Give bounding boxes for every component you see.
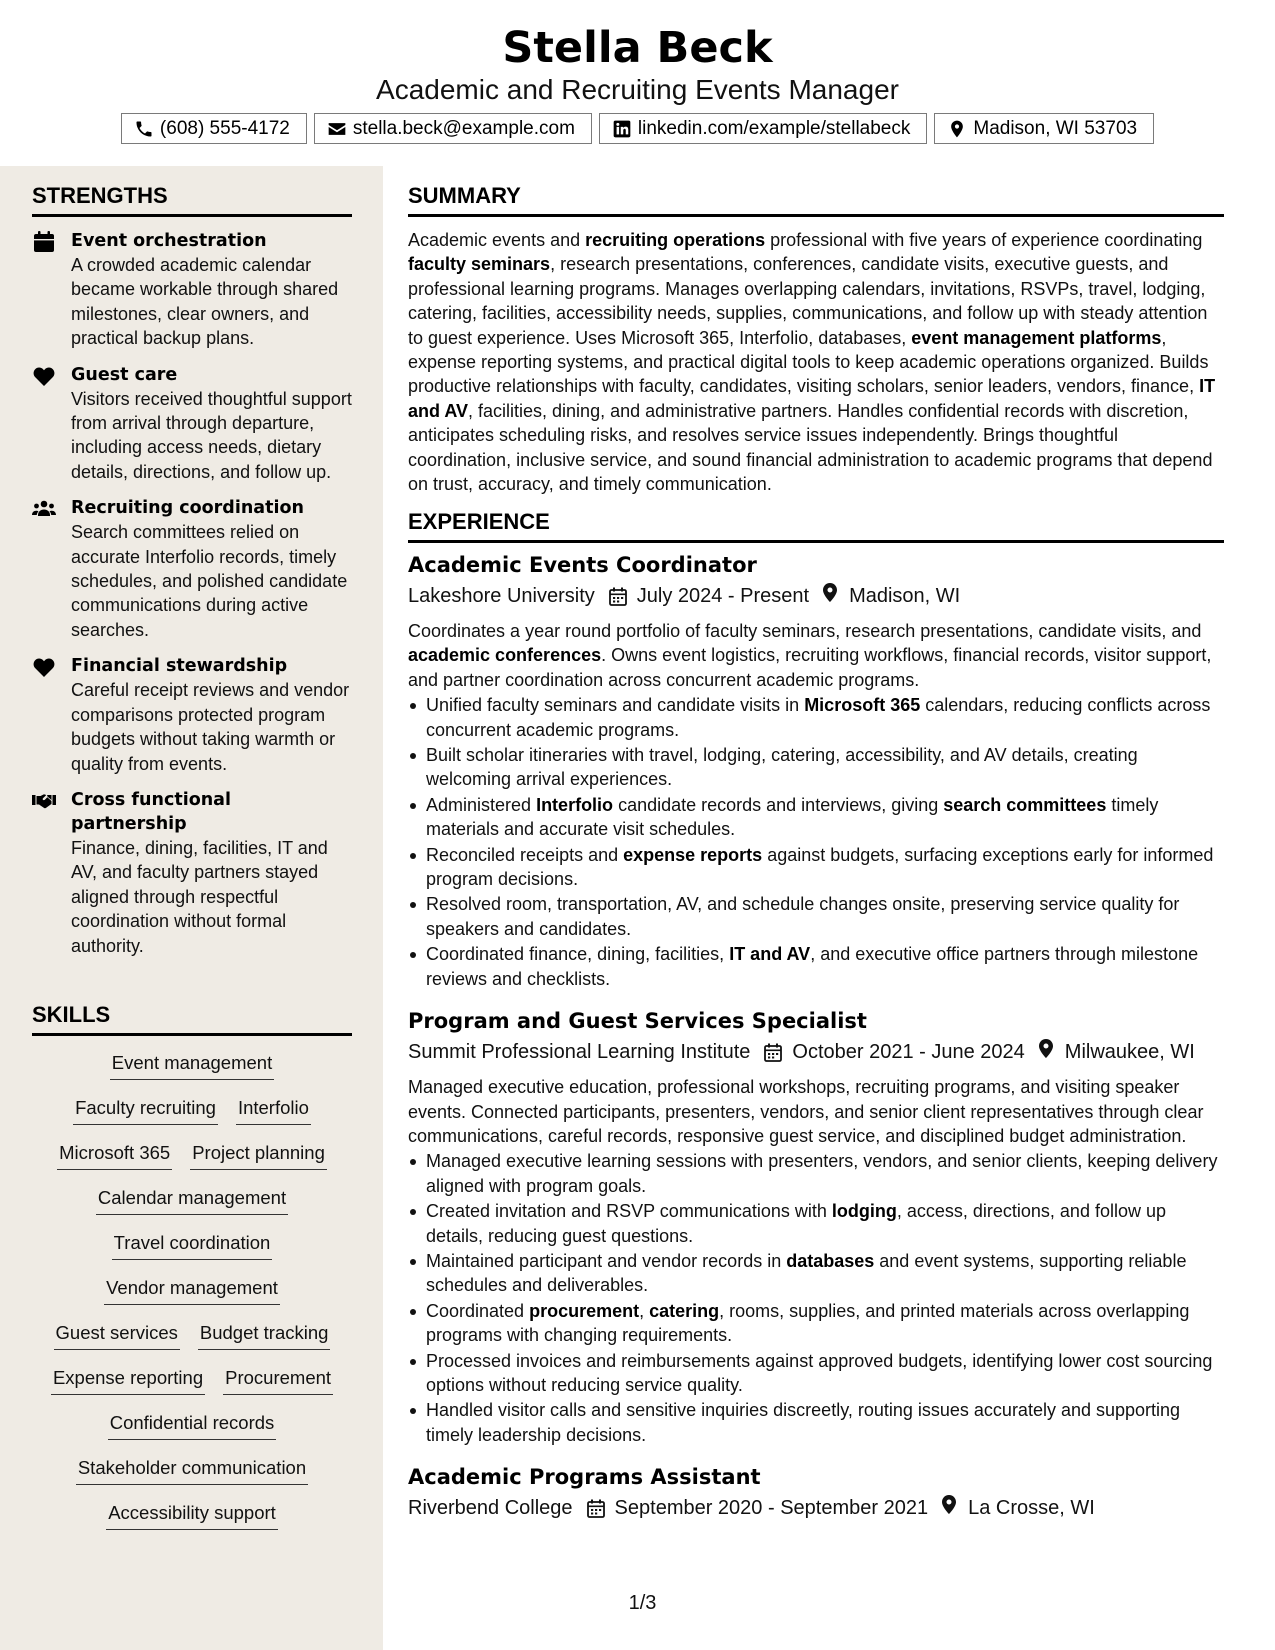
job-description: Coordinates a year round portfolio of faculty seminars, research presentations, candidate visits, and academic conferences. Owns event logistics, recruiting workflows, financial records, visitor support, and partner coordination across concurrent academic programs.	[408, 621, 1212, 690]
job-bullet: Managed executive learning sessions with presenters, vendors, and senior clients, keeping delivery aligned with program goals.	[408, 1149, 1224, 1198]
experience-heading: EXPERIENCE	[408, 508, 1224, 543]
strength-item	[32, 654, 352, 776]
job-entry	[408, 551, 1224, 991]
job-entry	[408, 1007, 1224, 1447]
users-icon	[32, 498, 56, 520]
job-bullet: Created invitation and RSVP communications with lodging, access, directions, and follow up details, reducing guest questions.	[408, 1199, 1224, 1248]
job-meta	[408, 1493, 1224, 1523]
bold-phrase: faculty seminars	[408, 254, 551, 275]
job-title: Academic Programs Assistant	[408, 1465, 761, 1490]
map-pin-icon	[1039, 1039, 1053, 1058]
skill-tag: Accessibility support	[106, 1500, 278, 1530]
job-bullet: Handled visitor calls and sensitive inquiries discreetly, routing issues accurately and supporting timely leadership decisions.	[408, 1398, 1224, 1447]
job-dates: October 2021 - June 2024	[792, 1041, 1025, 1064]
map-pin-icon	[947, 119, 967, 139]
resume-header	[0, 0, 1275, 166]
strength-item	[32, 496, 352, 642]
job-location: Milwaukee, WI	[1064, 1041, 1195, 1064]
job-location-pin	[809, 581, 849, 611]
handshake-icon	[32, 790, 56, 812]
strengths-heading: STRENGTHS	[32, 182, 352, 217]
skill-line	[32, 1050, 352, 1095]
skill-line	[32, 1500, 352, 1545]
skill-tag: Guest services	[54, 1320, 180, 1350]
calendar-icon	[32, 231, 56, 253]
skill-tag: Travel coordination	[112, 1230, 273, 1260]
skill-line	[32, 1230, 352, 1275]
job-bullet: Unified faculty seminars and candidate visits in Microsoft 365 calendars, reducing conflicts across concurrent academic programs.	[408, 693, 1224, 742]
strength-title: Recruiting coordination	[71, 498, 304, 519]
main-content	[383, 166, 1275, 1650]
bold-phrase: procurement	[529, 1300, 640, 1321]
strength-title: Event orchestration	[71, 231, 267, 251]
job-dates: July 2024 - Present	[636, 585, 810, 607]
contact-location-text: Madison, WI 53703	[973, 117, 1138, 139]
skill-tag: Stakeholder communication	[76, 1455, 308, 1485]
job-description: Managed executive education, professional workshops, recruiting programs, and visiting speaker events. Connected participants, presenters, vendors, and senior client representatives through clear communications, careful records, responsive guest service, and disciplined budget administration.	[408, 1077, 1204, 1146]
bold-phrase: Microsoft 365	[804, 695, 921, 716]
skill-tag: Project planning	[190, 1140, 327, 1170]
bold-phrase: Interfolio	[536, 794, 614, 815]
skill-tag: Confidential records	[108, 1410, 277, 1440]
calendar-icon	[764, 1043, 782, 1062]
job-location: Madison, WI	[849, 585, 961, 607]
skill-tag: Procurement	[223, 1365, 333, 1395]
experience-section	[408, 508, 1224, 1523]
heart-icon	[32, 365, 56, 387]
phone-icon	[134, 119, 154, 139]
job-bullet: Built scholar itineraries with travel, lodging, catering, accessibility, and AV details, creating welcoming arrival experiences.	[408, 743, 1224, 792]
skill-line	[32, 1095, 352, 1140]
job-bullet: Administered Interfolio candidate records and interviews, giving search committees timely materials and accurate visit schedules.	[408, 793, 1224, 842]
skill-tag: Interfolio	[236, 1095, 311, 1125]
job-company: Summit Professional Learning Institute	[408, 1041, 751, 1064]
contact-email-text: stella.beck@example.com	[352, 117, 575, 139]
job-bullet: Maintained participant and vendor records in databases and event systems, supporting reliable schedules and deliverables.	[408, 1249, 1224, 1298]
calendar-icon	[609, 587, 627, 606]
strength-description: Finance, dining, facilities, IT and AV, and faculty partners stayed aligned through respectful coordination without formal authority.	[71, 837, 328, 956]
strength-description: A crowded academic calendar became workable through shared milestones, clear owners, and practical backup plans.	[71, 255, 339, 349]
candidate-title: Academic and Recruiting Events Manager	[376, 74, 899, 105]
contact-linkedin-text: linkedin.com/example/stellabeck	[637, 117, 911, 139]
strength-description: Search committees relied on accurate Interfolio records, timely schedules, and polished candidate communications during active searches.	[71, 522, 348, 640]
summary-section	[408, 182, 1224, 496]
bold-phrase: recruiting operations	[585, 230, 766, 250]
strength-title: Cross functional partnership	[71, 789, 231, 834]
skill-tag: Budget tracking	[198, 1320, 331, 1350]
skill-tag: Microsoft 365	[57, 1140, 172, 1170]
skill-line	[32, 1140, 352, 1185]
contact-location	[934, 113, 1154, 144]
strength-item	[32, 229, 352, 351]
job-location-pin	[1025, 1037, 1065, 1067]
strength-description: Careful receipt reviews and vendor comparisons protected program budgets without taking warmth or quality from events.	[71, 680, 350, 774]
strength-title: Financial stewardship	[71, 656, 288, 677]
job-entry	[408, 1463, 1224, 1523]
bold-phrase: search committees	[943, 794, 1107, 815]
skill-line	[32, 1320, 352, 1365]
map-pin-icon	[823, 583, 837, 602]
map-pin-icon	[942, 1495, 956, 1514]
skills-heading: SKILLS	[32, 1001, 352, 1036]
linkedin-icon	[612, 119, 632, 139]
envelope-icon	[327, 119, 347, 139]
bold-phrase: catering	[649, 1300, 720, 1321]
skill-line	[32, 1185, 352, 1230]
strength-description: Visitors received thoughtful support from arrival through departure, including access needs, dietary details, directions, and follow up.	[71, 388, 352, 482]
job-dates: September 2020 - September 2021	[614, 1497, 929, 1520]
skill-line	[32, 1410, 352, 1455]
job-company: Riverbend College	[408, 1497, 573, 1520]
job-bullets	[408, 1149, 1224, 1447]
skill-tag: Faculty recruiting	[73, 1095, 218, 1125]
heart-icon	[32, 656, 56, 678]
skill-line	[32, 1365, 352, 1410]
job-title: Academic Events Coordinator	[408, 553, 757, 577]
job-location: La Crosse, WI	[968, 1497, 1095, 1520]
job-bullet: Processed invoices and reimbursements against approved budgets, identifying lower cost sourcing options without reducing service quality.	[408, 1349, 1224, 1398]
skill-tag: Calendar management	[96, 1185, 288, 1215]
job-bullet: Coordinated procurement, catering, rooms, supplies, and printed materials across overlapping programs with changing requirements.	[408, 1299, 1224, 1348]
strength-item	[32, 788, 352, 958]
skill-tag: Vendor management	[104, 1275, 280, 1305]
skill-line	[32, 1455, 352, 1500]
bold-phrase: lodging	[831, 1201, 897, 1222]
contact-bar	[0, 113, 1275, 144]
job-bullet: Resolved room, transportation, AV, and schedule changes onsite, preserving service quality for speakers and candidates.	[408, 892, 1224, 941]
skills-list	[32, 1050, 352, 1545]
job-bullets	[408, 693, 1224, 991]
bold-phrase: databases	[786, 1250, 875, 1271]
contact-linkedin[interactable]	[599, 113, 927, 144]
skill-line	[32, 1275, 352, 1320]
calendar-icon	[587, 1499, 605, 1518]
job-title: Program and Guest Services Specialist	[408, 1009, 867, 1034]
skills-section	[32, 1001, 352, 1545]
bold-phrase: academic conferences	[408, 645, 602, 666]
job-bullet: Reconciled receipts and expense reports against budgets, surfacing exceptions early for informed program decisions.	[408, 843, 1224, 892]
job-company: Lakeshore University	[408, 585, 595, 607]
contact-phone[interactable]	[121, 113, 307, 144]
summary-heading: SUMMARY	[408, 182, 1224, 217]
contact-email[interactable]	[314, 113, 592, 144]
skill-tag: Expense reporting	[51, 1365, 205, 1395]
job-location-pin	[928, 1493, 968, 1523]
bold-phrase: IT and AV	[408, 376, 1216, 421]
bold-phrase: expense reports	[623, 844, 763, 865]
page-number: 1/3	[628, 1592, 657, 1614]
summary-text: Academic events and recruiting operations professional with five years of experience coordinating faculty seminars, research presentations, conferences, candidate visits, executive guests, and professional learning programs. Manages overlapping calendars, invitations, RSVPs, travel, lodging, catering, facilities, accessibility needs, supplies, communications, and follow up with steady attention to guest experience. Uses Microsoft 365, Interfolio, databases, event management platforms, expense reporting systems, and practical digital tools to keep academic operations organized. Builds productive relationships with faculty, candidates, visiting scholars, senior leaders, vendors, finance, IT and AV, facilities, dining, and administrative partners. Handles confidential records with discretion, anticipates scheduling risks, and resolves service issues independently. Brings thoughtful coordination, inclusive service, and sound financial administration to academic programs that depend on trust, accuracy, and timely communication.	[408, 230, 1216, 495]
strength-item	[32, 363, 352, 485]
job-meta	[408, 581, 1224, 611]
contact-phone-text: (608) 555-4172	[159, 117, 290, 139]
strength-title: Guest care	[71, 364, 178, 385]
candidate-name: Stella Beck	[502, 23, 773, 73]
sidebar	[0, 166, 383, 1650]
job-bullet: Coordinated finance, dining, facilities, IT and AV, and executive office partners through milestone reviews and checklists.	[408, 942, 1224, 991]
bold-phrase: IT and AV	[729, 944, 811, 965]
strengths-section	[32, 182, 352, 958]
job-meta	[408, 1037, 1224, 1067]
skill-tag: Event management	[110, 1050, 274, 1080]
bold-phrase: event management platforms	[911, 327, 1162, 348]
